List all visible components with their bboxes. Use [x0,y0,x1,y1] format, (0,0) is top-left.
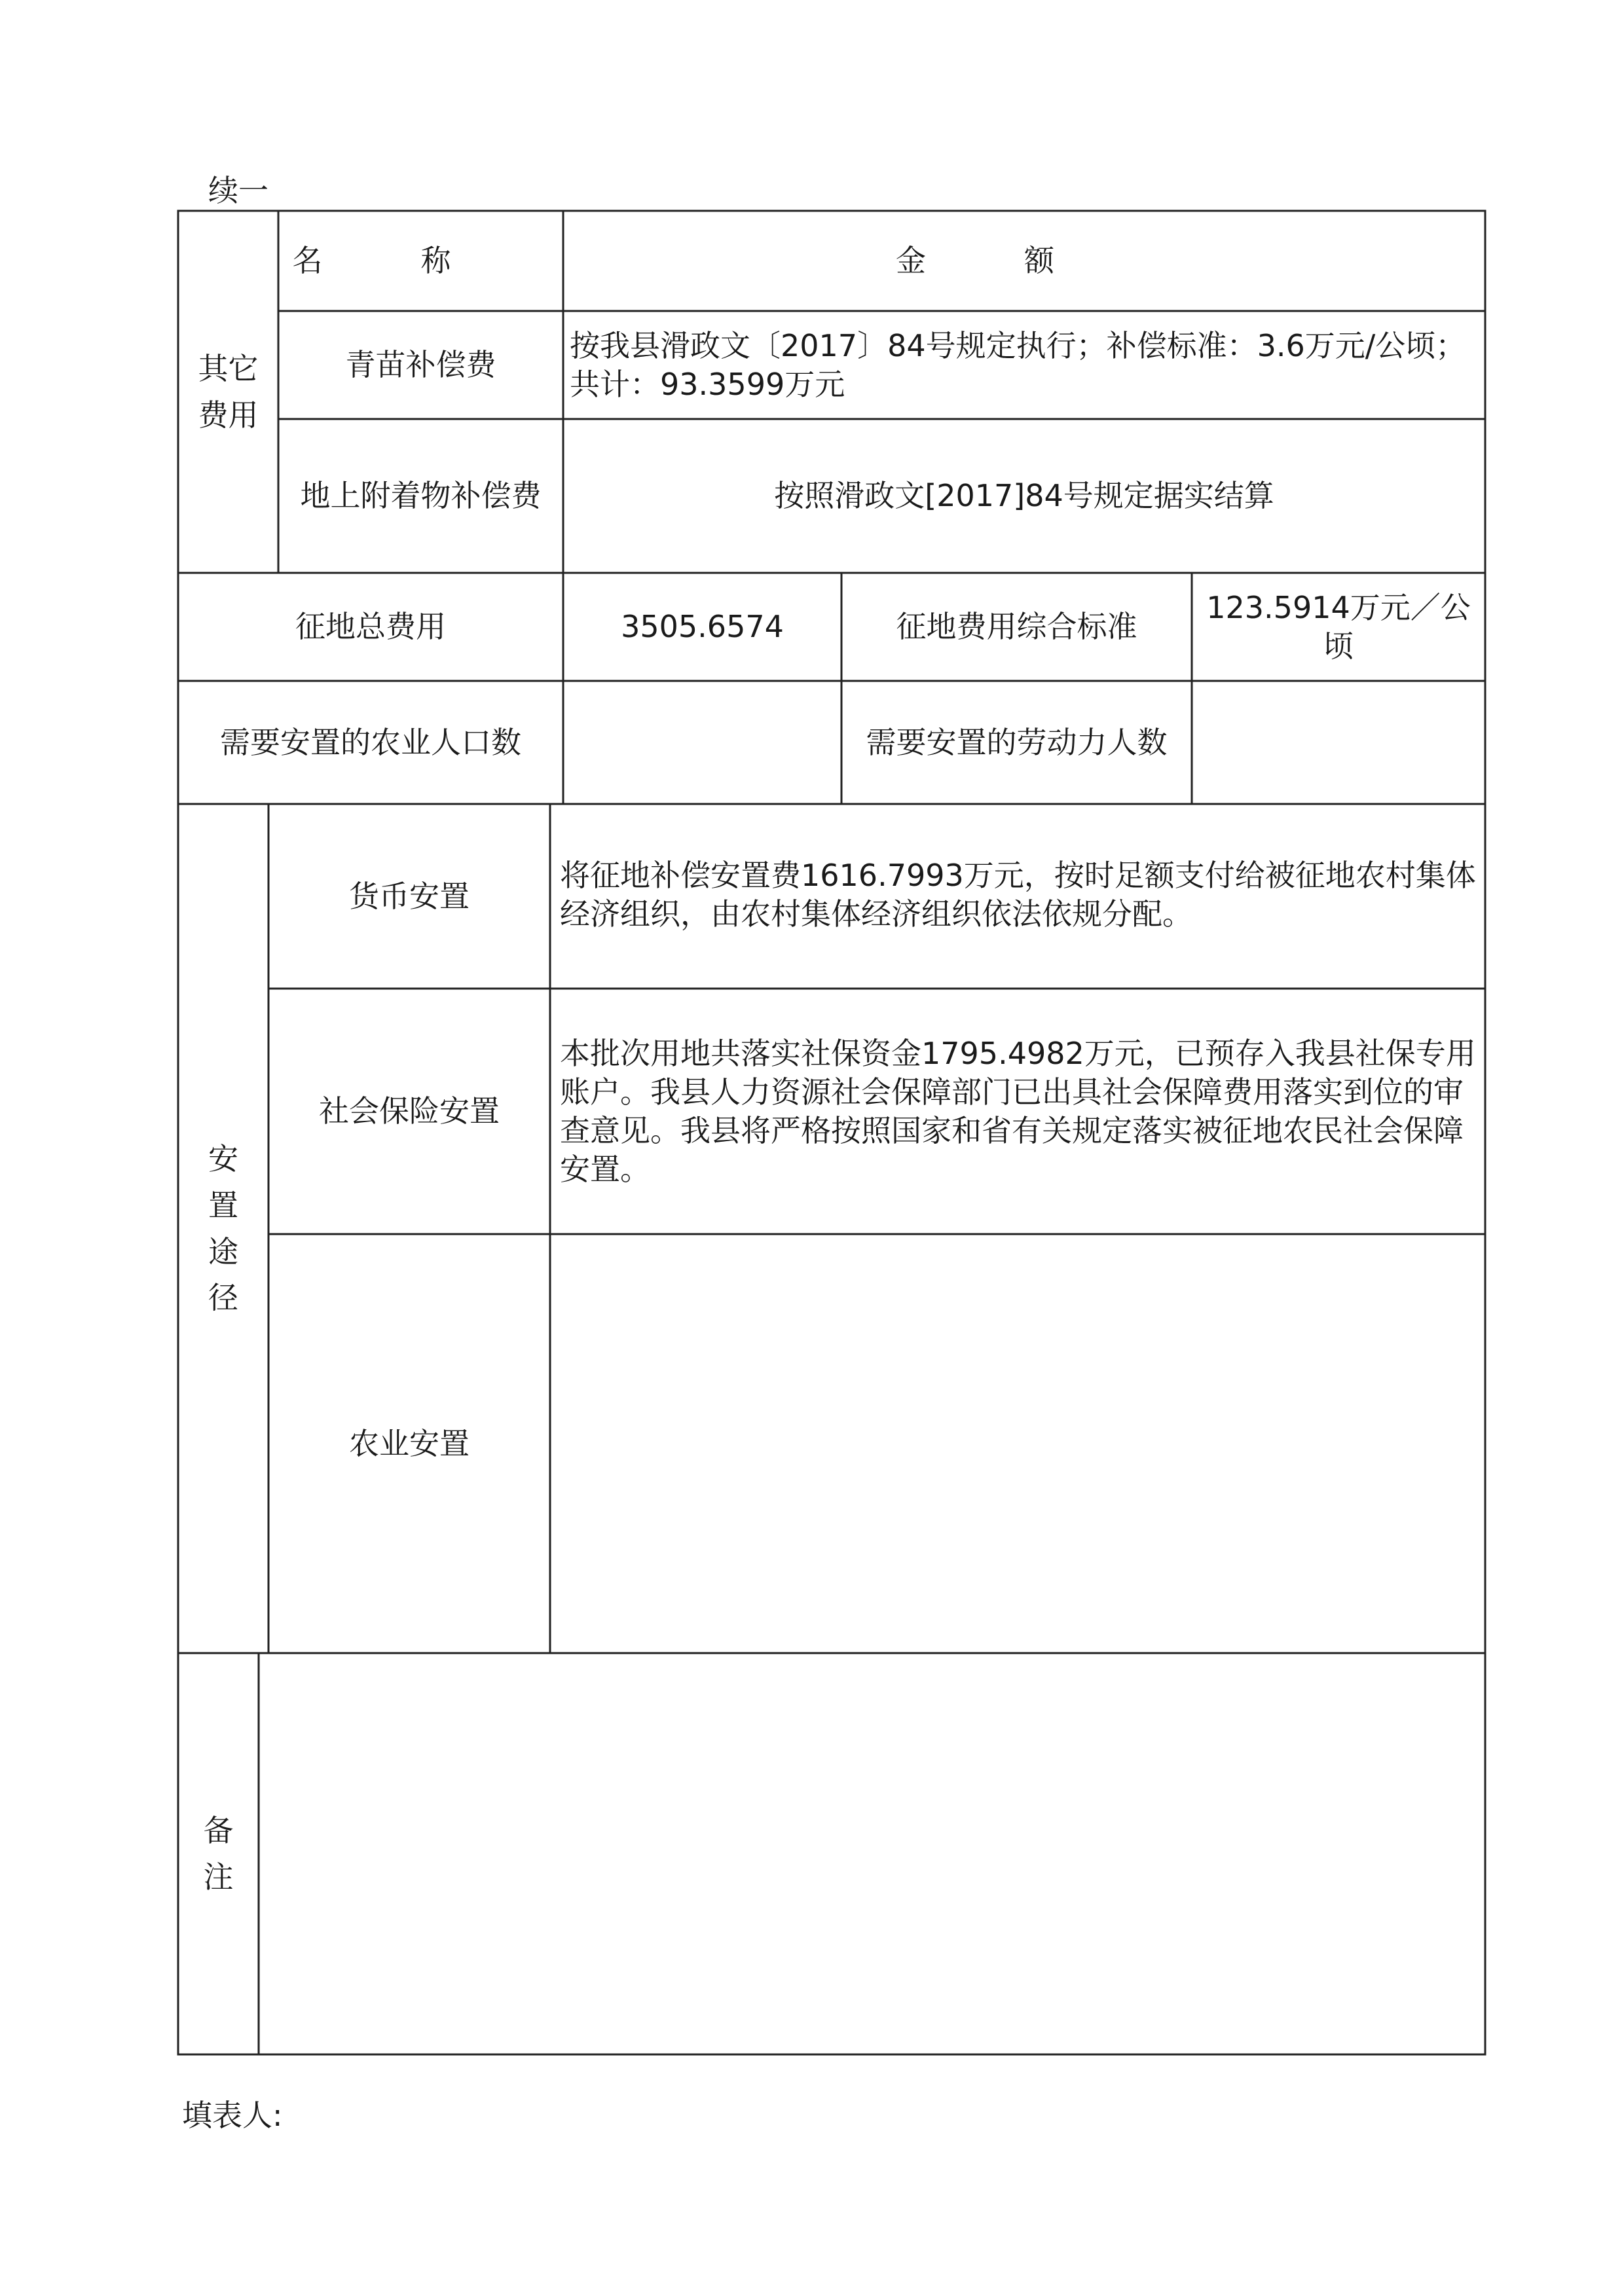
cash-resettlement-label: 货币安置 [349,878,470,914]
total-cost-value: 3505.6574 [621,609,784,645]
agricultural-population-label: 需要安置的农业人口数 [220,724,521,760]
attachment-fee-text: 按照滑政文[2017]84号规定据实结算 [774,478,1274,514]
form-filler-label: 填表人: [182,2098,283,2133]
column-header-amount: 金额 [896,243,1153,279]
seedling-fee-label: 青苗补偿费 [345,347,496,383]
group-label-other-fees: 其它 费用 [198,350,259,433]
seedling-fee-text: 按我县滑政文〔2017〕84号规定执行；补偿标准：3.6万元/公顷；共计：93.3599万元 [570,327,1466,402]
composite-standard-value: 123.5914万元／公顷 [1206,589,1471,664]
agricultural-population-value [563,681,841,804]
cash-resettlement-text: 将征地补偿安置费1616.7993万元，按时足额支付给被征地农村集体经济组织，由农村集体经济组织依法依规分配。 [560,858,1476,932]
remarks-value [259,1653,1485,2054]
group-label-resettlement: 安 置 途 径 [208,1140,238,1316]
social-insurance-label: 社会保险安置 [319,1093,500,1129]
land-requisition-table [177,210,1486,2056]
attachment-fee-label: 地上附着物补偿费 [300,478,542,514]
labor-force-label: 需要安置的劳动力人数 [866,724,1168,760]
composite-standard-label: 征地费用综合标准 [896,609,1137,645]
social-insurance-text: 本批次用地共落实社保资金1795.4982万元，已预存入我县社保专用账户。我县人力资源社会保障部门已出具社会保障费用落实到位的审查意见。我县将严格按照国家和省有关规定落实被征地农民社会保障安置。 [560,1036,1476,1187]
farming-resettlement-value [550,1234,1485,1653]
remarks-label: 备 注 [203,1812,234,1895]
labor-force-value [1192,681,1485,804]
column-header-name: 名称 [292,243,549,279]
total-cost-label: 征地总费用 [295,609,446,645]
farming-resettlement-label: 农业安置 [349,1425,470,1461]
page-header: 续一 [208,173,268,208]
